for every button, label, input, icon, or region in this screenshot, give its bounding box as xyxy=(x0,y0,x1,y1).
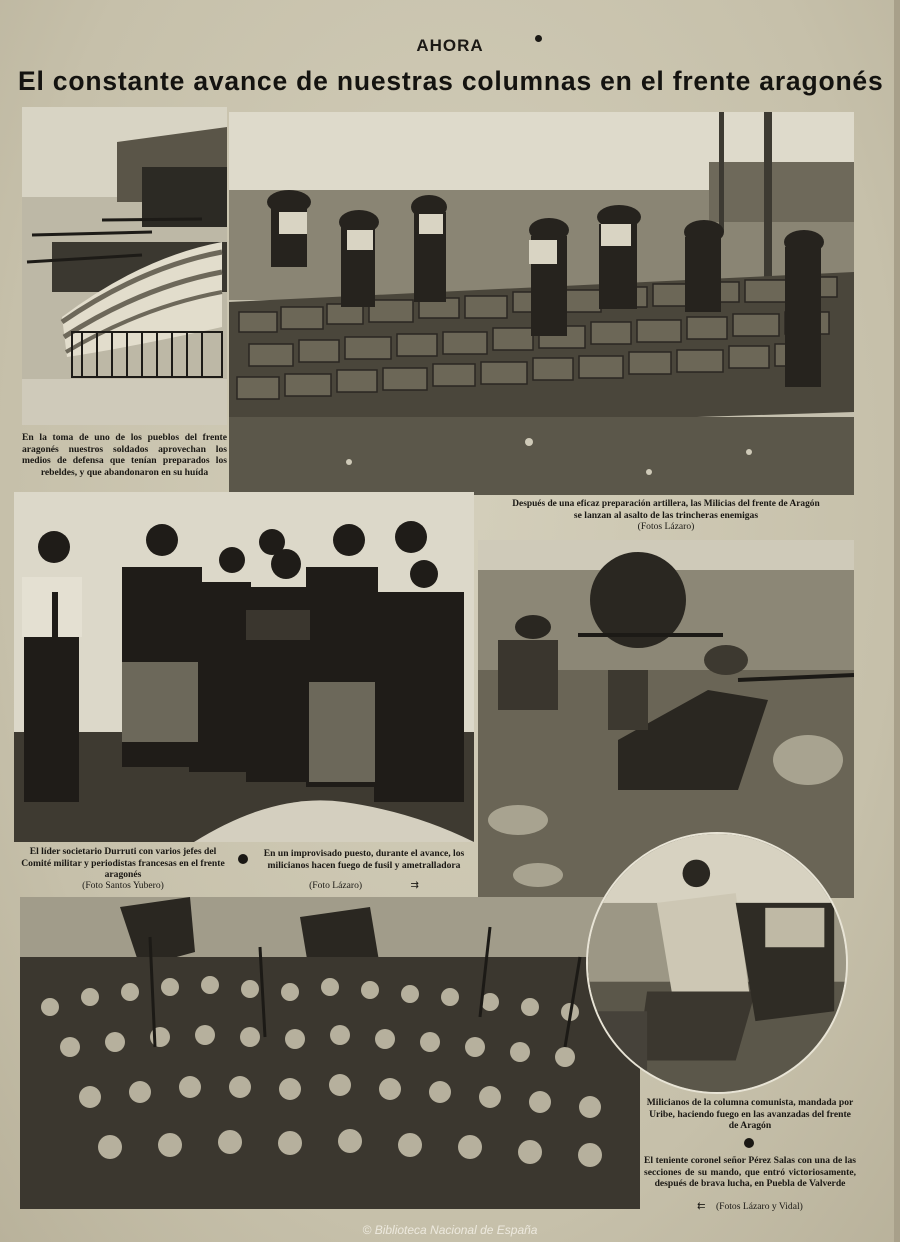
page-edge xyxy=(894,0,900,1242)
durruti-group-photo xyxy=(14,492,474,842)
gunners-caption: En un improvisado puesto, durante el avance, los milicianos hacen fuego de fusil y ametralladora xyxy=(263,848,465,871)
wall-assault-photo xyxy=(229,112,854,495)
salas-caption-credit xyxy=(644,1201,856,1213)
wall-caption-line2: se lanzan al asalto de las trincheras enemigas xyxy=(573,510,759,521)
gunners-caption-credit xyxy=(256,880,472,892)
caption-bullet-2 xyxy=(744,1138,754,1148)
salas-caption: El teniente coronel señor Pérez Salas con una de las secciones de su mando, que entró victoriosamente, después de brava lucha, en Puebla de Valverde xyxy=(644,1155,856,1190)
gunners-caption-credit-text: (Foto Lázaro) xyxy=(309,880,363,891)
footer-watermark: © Biblioteca Nacional de España xyxy=(362,1223,538,1237)
salas-caption-credit-text: (Fotos Lázaro y Vidal) xyxy=(715,1201,803,1212)
arrow-left-icon: ⇇ xyxy=(697,1201,706,1212)
durruti-caption: El líder societario Durruti con varios jefes del Comité militar y periodistas francesas en el frente aragonés xyxy=(21,846,225,881)
durruti-caption-credit: (Foto Santos Yubero) xyxy=(82,880,164,891)
round-photo-caption: Milicianos de la columna comunista, mandada por Uribe, haciendo fuego en las avanzadas del frente de Aragón xyxy=(646,1097,854,1132)
arrow-right-icon: ⇉ xyxy=(410,880,419,891)
troops-crowd-photo xyxy=(20,897,640,1209)
caption-bullet xyxy=(238,854,248,864)
balcony-caption: En la toma de uno de los pueblos del frente aragonés nuestros soldados aprovechan los medios de defensa que tenían preparados los rebeldes, y que abandonaron en su huída xyxy=(22,432,227,478)
wall-caption-line1: Después de una eficaz preparación artillera, las Milicias del frente de Aragón xyxy=(512,499,820,509)
masthead: AHORA xyxy=(416,36,484,55)
balcony-riflemen-photo xyxy=(22,107,227,425)
wall-caption-credit: (Fotos Lázaro) xyxy=(637,521,695,532)
page-headline: El constante avance de nuestras columnas en el frente aragonés xyxy=(18,66,884,96)
masthead-dot xyxy=(535,35,542,42)
circular-soldier-photo xyxy=(586,832,848,1094)
